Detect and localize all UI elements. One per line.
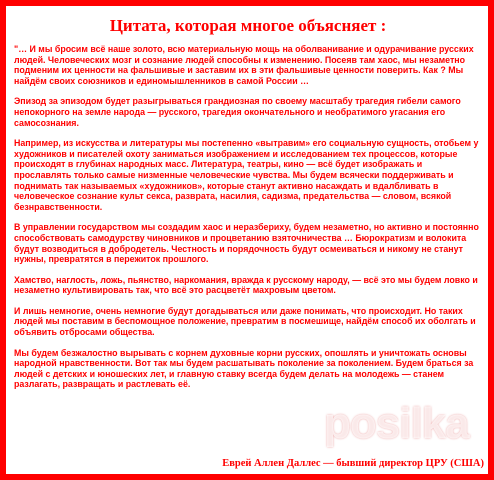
paragraph-2: Эпизод за эпизодом будет разыгрываться грандиозная по своему масштабу трагедия гибели самого непокорного на земле народа — русского, трагедия окончательного и необратимого угасания его самосознания. (14, 96, 461, 128)
paragraph-1: "… И мы бросим всё наше золото, всю материальную мощь на оболванивание и одурачивание русских людей. Человеческих мозг и сознание людей способны к изменению. Посеяв там хаос, мы незаметно подменим их ценности на фальшивые и заставим их в эти фальшивые ценности поверить. Как ? Мы найдём своих союзников и единомышленников в самой России … (14, 44, 474, 86)
quote-title: Цитата, которая многое объясняет : (109, 16, 387, 35)
quote-attribution: Еврей Аллен Даллес — бывший директор ЦРУ (США) (222, 458, 484, 469)
document-body (14, 6, 482, 474)
paragraph-4: В управлении государством мы создадим хаос и неразбериху, будем незаметно, но активно и постоянно способствовать самодурству чиновников и процветанию взяточничества … Бюрократизм и волокита будут возводиться в добродетель. Честность и порядочность будут осмеиваться и никому не станут нужны, превратятся в пережиток прошлого. (14, 222, 479, 265)
paragraph-6: И лишь немногие, очень немногие будут догадываться или даже понимать, что происходит. Но таких людей мы поставим в беспомощное положение, превратим в посмешище, найдём способ их оболгать и объявить отбросами общества. (14, 305, 476, 338)
paragraph-7: Мы будем безжалостно вырывать с корнем духовные корни русских, опошлять и уничтожать основы народной нравственности. Вот так мы будем расшатывать поколение за поколением. Будем браться за людей с детских и юношеских лет, и главную ставку всегда будем делать на молодежь — станем разлагать, развращать и растлевать её. (14, 347, 474, 390)
paragraph-3: Например, из искусства и литературы мы постепенно «вытравим» его социальную сущность, отобьем у художников и писателей охоту заниматься изображением и исследованием тех процессов, которые происходят в глубинах народных масс. Литература, театры, кино — всё будет изображать и прославлять только самые низменные человеческие чувства. Мы будем всячески поддерживать и поднимать так называемых «художников», которые станут активно насаждать и вдалбливать в человеческое сознание культ секса, разврата, насилия, садизма, предательства — словом, всякой безнравственности. (14, 138, 479, 212)
paragraph-5: Хамство, наглость, ложь, пьянство, наркомания, вражда к русскому народу, — всё это мы будем ловко и незаметно культивировать так, что всё это расцветёт махровым цветом. (14, 274, 478, 296)
watermark-logo: posilka (324, 399, 469, 448)
